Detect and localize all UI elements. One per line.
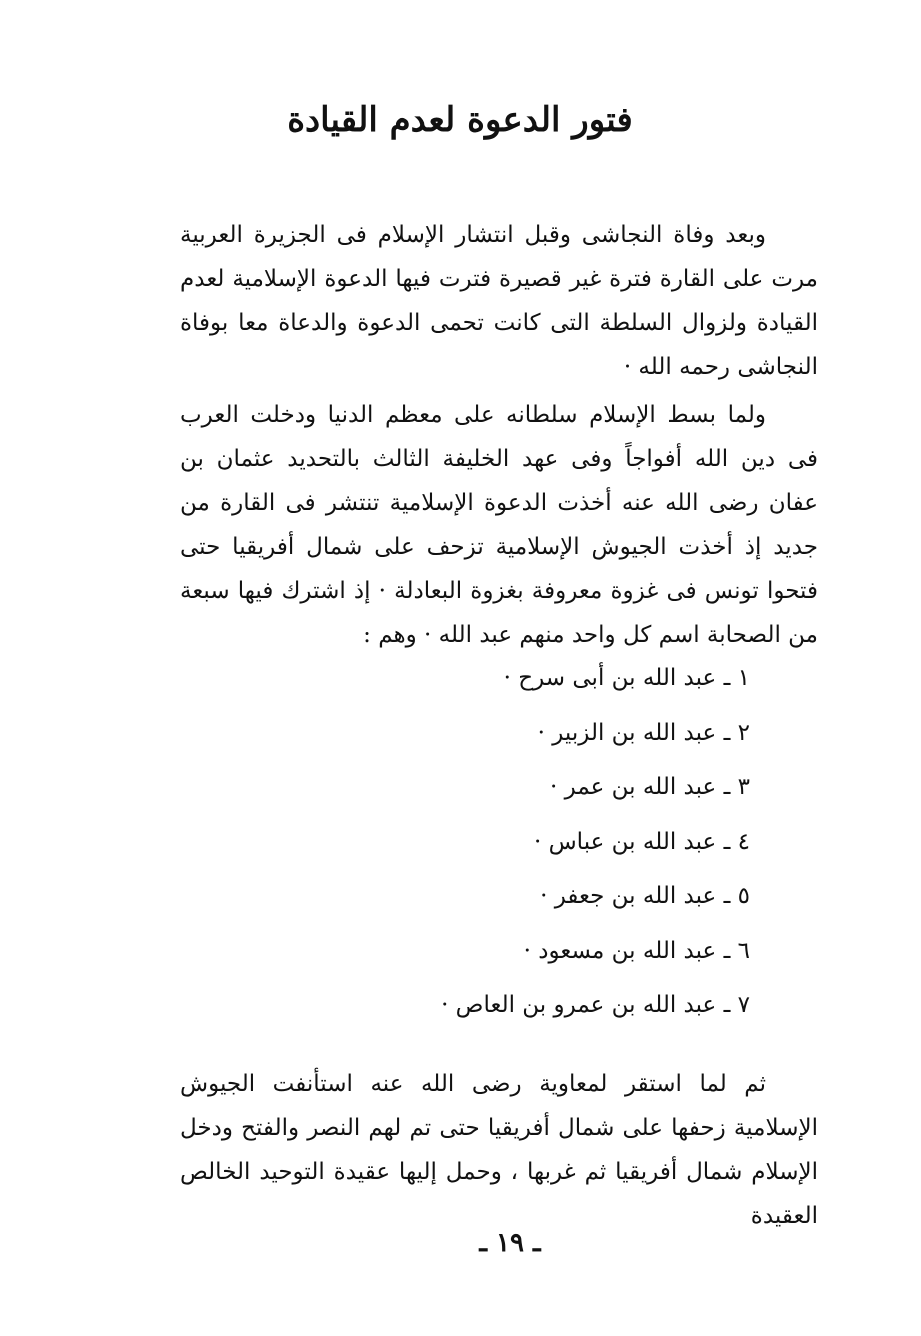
paragraph-2 (180, 393, 818, 657)
paragraph-2-text: ولما بسط الإسلام سلطانه على معظم الدنيا ودخلت العرب فى دين الله أفواجاً وفى عهد الخليفة الثالث بالتحديد عثمان بن عفان رضى الله عنه أخذت الدعوة الإسلامية تنتشر فى القارة من جديد إذ أخذت الجيوش الإسلامية تزحف على شمال أفريقيا حتى فتحوا تونس فى غزوة معروفة بغزوة البعادلة · إذ اشترك فيها سبعة من الصحابة اسم كل واحد منهم عبد الله · وهم : (180, 402, 818, 648)
paragraph-3 (180, 1062, 818, 1238)
list-item: ٢ ـ عبد الله بن الزبير · (537, 719, 750, 746)
paragraph-1 (180, 213, 818, 389)
page-number: ـ ١٩ ـ (479, 1228, 541, 1258)
list-item: ٣ ـ عبد الله بن عمر · (550, 774, 750, 800)
list-item: ٧ ـ عبد الله بن عمرو بن العاص · (441, 992, 750, 1018)
paragraph-3-text: ثم لما استقر لمعاوية رضى الله عنه استأنفت الجيوش الإسلامية زحفها على شمال أفريقيا حتى تم لهم النصر والفتح ودخل الإسلام شمال أفريقيا ثم غربها ، وحمل إليها عقيدة التوحيد الخالص العقيدة (180, 1071, 818, 1229)
paragraph-1-text: وبعد وفاة النجاشى وقبل انتشار الإسلام فى الجزيرة العربية مرت على القارة فترة غير قصيرة فترت فيها الدعوة الإسلامية لعدم القيادة ولزوال السلطة التى كانت تحمى الدعوة والدعاة معا بوفاة النجاشى رحمه الله · (180, 222, 818, 380)
chapter-title: فتور الدعوة لعدم القيادة (287, 100, 633, 140)
list-item: ٦ ـ عبد الله بن مسعود · (523, 937, 750, 964)
list-item: ٤ ـ عبد الله بن عباس · (533, 828, 750, 855)
list-item: ٥ ـ عبد الله بن جعفر · (540, 883, 750, 909)
companions-list (300, 656, 750, 1038)
list-item: ١ ـ عبد الله بن أبى سرح · (503, 665, 750, 691)
